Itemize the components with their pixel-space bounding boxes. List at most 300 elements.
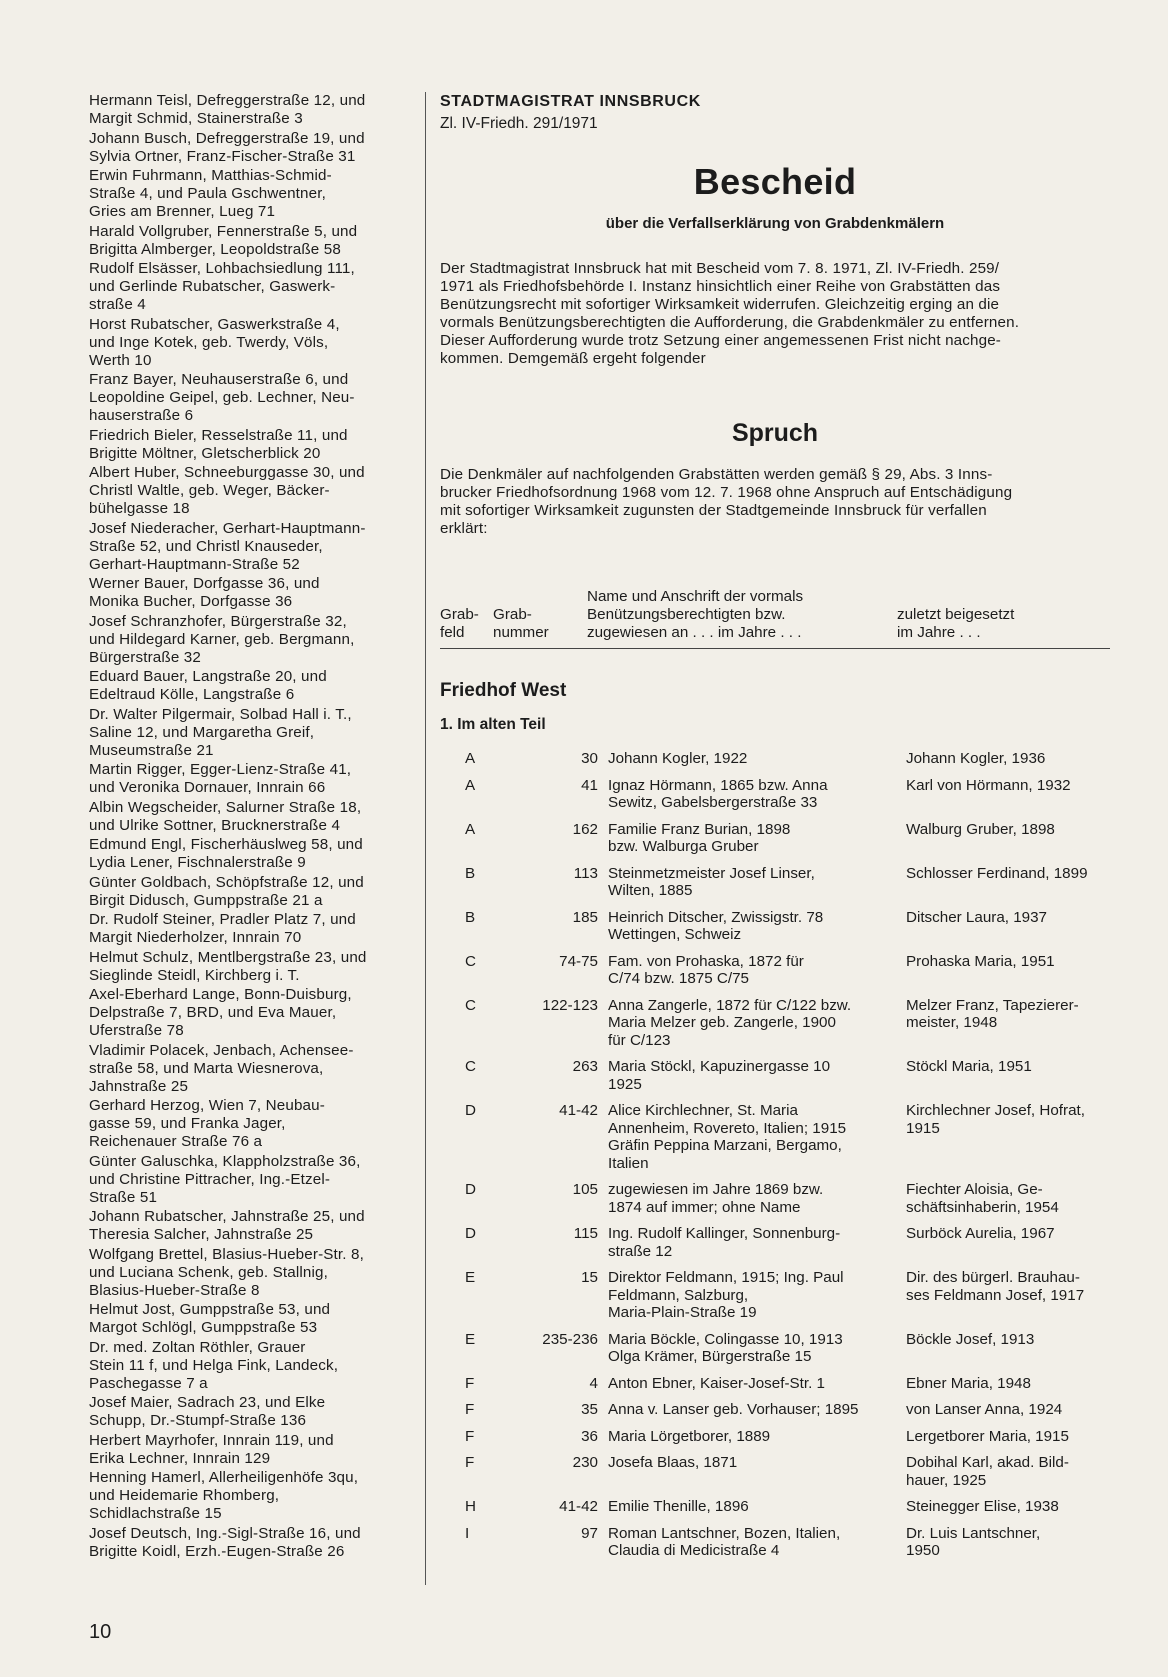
- grave-number: 41: [581, 776, 598, 794]
- cell-line: Stöckl Maria, 1951: [906, 1058, 1032, 1075]
- cell-line: ses Feldmann Josef, 1917: [906, 1286, 1085, 1304]
- entry-line: und Christine Pittracher, Ing.-Etzel-: [89, 1170, 331, 1188]
- entry-line: Henning Hamerl, Allerheiligenhöfe 3qu,: [89, 1469, 359, 1486]
- grave-field: H: [465, 1498, 476, 1515]
- header-line: im Jahre . . .: [897, 624, 981, 641]
- name-entry: [89, 1301, 415, 1337]
- entry-line: Hermann Teisl, Defreggerstraße 12, und: [89, 92, 366, 109]
- ruling-line: erklärt:: [440, 520, 488, 537]
- cell-line: straße 12: [608, 1242, 673, 1260]
- name-entry: [89, 1469, 415, 1523]
- entry-line: Stein 11 f, und Helga Fink, Landeck,: [89, 1356, 339, 1374]
- cell-line: Dobihal Karl, akad. Bild-: [906, 1454, 1069, 1471]
- holder-name-address: [608, 1454, 896, 1489]
- entry-line: Gerhart-Hauptmann-Straße 52: [89, 555, 300, 573]
- cell-line: Maria Böckle, Colingasse 10, 1913: [608, 1330, 843, 1348]
- cell-line: Dr. Luis Lantschner,: [906, 1524, 1041, 1542]
- table-row: [440, 1401, 1110, 1419]
- cell-line: C/74 bzw. 1875 C/75: [608, 970, 749, 987]
- holder-name-address: [608, 1498, 896, 1516]
- grave-number: 30: [581, 750, 598, 767]
- grave-number: 122-123: [542, 996, 598, 1014]
- grave-number: 263: [572, 1058, 598, 1075]
- cell-line: hauer, 1925: [906, 1471, 987, 1489]
- cell-line: Ditscher Laura, 1937: [906, 908, 1047, 926]
- entry-line: Franz Bayer, Neuhauserstraße 6, und: [89, 371, 349, 388]
- name-entry: [89, 316, 415, 370]
- grave-number: 15: [581, 1269, 598, 1286]
- entry-line: Uferstraße 78: [89, 1022, 184, 1039]
- entry-line: Josef Deutsch, Ing.-Sigl-Straße 16, und: [89, 1524, 361, 1542]
- cell-line: 1925: [608, 1075, 642, 1093]
- entry-line: Friedrich Bieler, Resselstraße 11, und: [89, 426, 348, 444]
- name-entry: [89, 520, 415, 574]
- grave-number: 185: [572, 908, 598, 926]
- cell-line: Anna v. Lanser geb. Vorhauser; 1895: [608, 1401, 859, 1418]
- grave-number: 235-236: [542, 1330, 598, 1348]
- holder-name-address: [608, 953, 896, 988]
- last-buried: [906, 1498, 1110, 1516]
- name-entry: [89, 1246, 415, 1300]
- last-buried: [906, 1525, 1110, 1560]
- cell-line: Gräfin Peppina Marzani, Bergamo,: [608, 1137, 842, 1154]
- header-line: zuletzt beigesetzt: [897, 606, 1015, 623]
- cell-line: Claudia di Medicistraße 4: [608, 1542, 780, 1559]
- entry-line: Paschegasse 7 a: [89, 1374, 208, 1392]
- entry-line: Edeltraud Kölle, Langstraße 6: [89, 686, 295, 703]
- cell-line: Josefa Blaas, 1871: [608, 1454, 738, 1471]
- name-entry: [89, 92, 415, 128]
- table-row: [440, 1331, 1110, 1366]
- cell-line: Melzer Franz, Tapezierer-: [906, 996, 1079, 1014]
- name-entry: [89, 613, 415, 667]
- entry-line: Horst Rubatscher, Gaswerkstraße 4,: [89, 315, 340, 333]
- grave-field: A: [465, 776, 476, 794]
- entry-line: Harald Vollgruber, Fennerstraße 5, und: [89, 222, 358, 240]
- grave-field: E: [465, 1269, 476, 1286]
- table-row: [440, 1225, 1110, 1260]
- entry-line: Jahnstraße 25: [89, 1077, 189, 1095]
- ruling-line: Die Denkmäler auf nachfolgenden Grabstätten werden gemäß § 29, Abs. 3 Inns-: [440, 466, 993, 483]
- left-column-names: [89, 92, 415, 1562]
- cell-line: Heinrich Ditscher, Zwissigstr. 78: [608, 908, 824, 926]
- cell-line: Feldmann, Salzburg,: [608, 1286, 749, 1304]
- entry-line: Günter Galuschka, Klappholzstraße 36,: [89, 1152, 361, 1170]
- cell-line: Italien: [608, 1154, 649, 1172]
- cemetery-heading: Friedhof West: [440, 680, 567, 701]
- grave-field: I: [465, 1524, 470, 1542]
- cell-line: für C/123: [608, 1031, 671, 1049]
- entry-line: straße 58, und Marta Wiesnerova,: [89, 1059, 324, 1077]
- issuing-authority: STADTMAGISTRAT INNSBRUCK: [440, 93, 701, 110]
- entry-line: Delpstraße 7, BRD, und Eva Mauer,: [89, 1004, 337, 1021]
- entry-line: Wolfgang Brettel, Blasius-Hueber-Str. 8,: [89, 1245, 364, 1263]
- holder-name-address: [608, 1058, 896, 1093]
- cell-line: Maria Lörgetborer, 1889: [608, 1427, 771, 1445]
- entry-line: und Ulrike Sottner, Brucknerstraße 4: [89, 816, 341, 834]
- last-buried: [906, 865, 1110, 900]
- table-row: [440, 1375, 1110, 1393]
- grave-field: A: [465, 820, 476, 838]
- grave-field: B: [465, 864, 476, 882]
- grave-field: C: [465, 996, 476, 1014]
- grave-field: D: [465, 1102, 476, 1119]
- ruling-line: brucker Friedhofsordnung 1968 vom 12. 7. 1968 ohne Anspruch auf Entschädigung: [440, 484, 1013, 501]
- name-entry: [89, 130, 415, 166]
- entry-line: Helmut Jost, Gumppstraße 53, und: [89, 1301, 331, 1318]
- entry-line: Martin Rigger, Egger-Lienz-Straße 41,: [89, 761, 352, 778]
- entry-line: Dr. Rudolf Steiner, Pradler Platz 7, und: [89, 911, 356, 928]
- grave-number: 41-42: [559, 1498, 598, 1515]
- grave-number: 162: [572, 820, 598, 838]
- cell-line: Olga Krämer, Bürgerstraße 15: [608, 1348, 812, 1365]
- table-header: [440, 584, 1110, 642]
- ruling-paragraph: [440, 466, 1110, 538]
- cell-line: Annenheim, Rovereto, Italien; 1915: [608, 1119, 847, 1137]
- entry-line: Straße 52, und Christl Knauseder,: [89, 537, 323, 555]
- last-buried: [906, 1375, 1110, 1393]
- entry-line: Albin Wegscheider, Salurner Straße 18,: [89, 798, 362, 816]
- header-name-address: [587, 588, 887, 642]
- name-entry: [89, 668, 415, 704]
- intro-paragraph: [440, 260, 1110, 368]
- cell-line: Surböck Aurelia, 1967: [906, 1225, 1055, 1242]
- name-entry: [89, 1339, 415, 1393]
- cell-line: Dir. des bürgerl. Brauhau-: [906, 1269, 1080, 1286]
- grave-field: D: [465, 1181, 476, 1198]
- name-entry: [89, 575, 415, 611]
- cell-line: Steinmetzmeister Josef Linser,: [608, 864, 815, 882]
- cell-line: Maria Stöckl, Kapuzinergasse 10: [608, 1058, 831, 1075]
- cell-line: Böckle Josef, 1913: [906, 1330, 1035, 1348]
- entry-line: Bürgerstraße 32: [89, 648, 201, 666]
- grave-field: F: [465, 1374, 475, 1392]
- entry-line: und Hildegard Karner, geb. Bergmann,: [89, 630, 355, 648]
- cell-line: Sewitz, Gabelsbergerstraße 33: [608, 794, 818, 811]
- holder-name-address: [608, 1428, 896, 1446]
- header-line: Grab-: [493, 606, 532, 623]
- name-entry: [89, 1153, 415, 1207]
- entry-line: Reichenauer Straße 76 a: [89, 1133, 263, 1150]
- entry-line: Schidlachstraße 15: [89, 1505, 222, 1522]
- name-entry: [89, 986, 415, 1040]
- table-row: [440, 750, 1110, 768]
- holder-name-address: [608, 750, 896, 768]
- grave-field: F: [465, 1427, 475, 1445]
- holder-name-address: [608, 865, 896, 900]
- cell-line: Prohaska Maria, 1951: [906, 952, 1055, 970]
- header-line: zugewiesen an . . . im Jahre . . .: [587, 624, 802, 641]
- entry-line: und Veronika Dornauer, Innrain 66: [89, 779, 326, 796]
- entry-line: und Heidemarie Rhomberg,: [89, 1487, 280, 1504]
- grave-field: F: [465, 1454, 475, 1471]
- cell-line: Alice Kirchlechner, St. Maria: [608, 1102, 798, 1119]
- subsection-heading: 1. Im alten Teil: [440, 716, 546, 733]
- last-buried: [906, 1102, 1110, 1172]
- grave-number: 41-42: [559, 1102, 598, 1119]
- table-row: [440, 821, 1110, 856]
- column-divider: [425, 92, 426, 1585]
- table-row: [440, 909, 1110, 944]
- entry-line: Straße 51: [89, 1188, 158, 1206]
- entry-line: und Luciana Schenk, geb. Stallnig,: [89, 1263, 328, 1281]
- last-buried: [906, 997, 1110, 1050]
- last-buried: [906, 1401, 1110, 1419]
- holder-name-address: [608, 1181, 896, 1216]
- grave-number: 105: [572, 1181, 598, 1198]
- last-buried: [906, 1331, 1110, 1366]
- last-buried: [906, 750, 1110, 768]
- holder-name-address: [608, 777, 896, 812]
- cell-line: Steinegger Elise, 1938: [906, 1498, 1059, 1515]
- table-row: [440, 777, 1110, 812]
- intro-line: Benützungsrecht mit sofortiger Wirksamkeit widerrufen. Gleichzeitig erging an die: [440, 296, 1000, 313]
- table-row: [440, 1428, 1110, 1446]
- ruling-heading: Spruch: [731, 419, 819, 447]
- grave-number: 115: [573, 1225, 598, 1242]
- entry-line: Josef Schranzhofer, Bürgerstraße 32,: [89, 612, 347, 630]
- header-line: nummer: [493, 624, 549, 641]
- name-entry: [89, 371, 415, 425]
- entry-line: Werner Bauer, Dorfgasse 36, und: [89, 575, 320, 592]
- grave-number: 97: [581, 1524, 598, 1542]
- entry-line: Brigitta Almberger, Leopoldstraße 58: [89, 240, 341, 258]
- entry-line: Herbert Mayrhofer, Innrain 119, und: [89, 1431, 334, 1449]
- cell-line: Wettingen, Schweiz: [608, 926, 742, 943]
- entry-line: Günter Goldbach, Schöpfstraße 12, und: [89, 873, 364, 891]
- entry-line: Gerhard Herzog, Wien 7, Neubau-: [89, 1097, 325, 1114]
- name-entry: [89, 706, 415, 760]
- last-buried: [906, 1269, 1110, 1322]
- header-line: feld: [440, 624, 465, 641]
- entry-line: straße 4: [89, 296, 146, 313]
- cell-line: Johann Kogler, 1936: [906, 750, 1046, 767]
- entry-line: Monika Bucher, Dorfgasse 36: [89, 593, 293, 610]
- holder-name-address: [608, 1375, 896, 1393]
- cell-line: von Lanser Anna, 1924: [906, 1401, 1063, 1418]
- name-entry: [89, 799, 415, 835]
- header-grabnummer: [493, 606, 549, 642]
- cell-line: Roman Lantschner, Bozen, Italien,: [608, 1524, 841, 1542]
- entry-line: Straße 4, und Paula Gschwentner,: [89, 185, 326, 202]
- cell-line: meister, 1948: [906, 1014, 998, 1031]
- name-entry: [89, 223, 415, 259]
- last-buried: [906, 909, 1110, 944]
- cell-line: bzw. Walburga Gruber: [608, 838, 759, 855]
- grave-field: A: [465, 750, 476, 767]
- entry-line: Eduard Bauer, Langstraße 20, und: [89, 668, 327, 685]
- entry-line: Margot Schlögl, Gumppstraße 53: [89, 1319, 318, 1336]
- grave-field: C: [465, 952, 476, 970]
- cell-line: Ebner Maria, 1948: [906, 1374, 1031, 1392]
- last-buried: [906, 1181, 1110, 1216]
- holder-name-address: [608, 1102, 896, 1172]
- entry-line: Christl Waltle, geb. Weger, Bäcker-: [89, 482, 330, 499]
- entry-line: Sieglinde Steidl, Kirchberg i. T.: [89, 966, 300, 984]
- cell-line: Familie Franz Burian, 1898: [608, 820, 791, 838]
- grave-field: E: [465, 1330, 476, 1348]
- entry-line: und Inge Kotek, geb. Twerdy, Völs,: [89, 333, 329, 351]
- grave-number: 113: [573, 864, 598, 882]
- grave-table: [440, 750, 1110, 1560]
- holder-name-address: [608, 909, 896, 944]
- holder-name-address: [608, 1401, 896, 1419]
- cell-line: Karl von Hörmann, 1932: [906, 776, 1071, 794]
- name-entry: [89, 1525, 415, 1561]
- cell-line: Ignaz Hörmann, 1865 bzw. Anna: [608, 776, 828, 794]
- entry-line: Leopoldine Geipel, geb. Lechner, Neu-: [89, 389, 355, 406]
- cell-line: Ing. Rudolf Kallinger, Sonnenburg-: [608, 1225, 841, 1242]
- name-entry: [89, 949, 415, 985]
- intro-line: 1971 als Friedhofsbehörde I. Instanz hinsichtlich einer Reihe von Grabstätten das: [440, 278, 1001, 295]
- table-row: [440, 1181, 1110, 1216]
- intro-line: kommen. Demgemäß ergeht folgender: [440, 350, 706, 367]
- entry-line: und Gerlinde Rubatscher, Gaswerk-: [89, 278, 336, 295]
- cell-line: Lergetborer Maria, 1915: [906, 1427, 1069, 1445]
- name-entry: [89, 260, 415, 314]
- grave-number: 4: [589, 1374, 598, 1392]
- table-row: [440, 1454, 1110, 1489]
- entry-line: Brigitte Koidl, Erzh.-Eugen-Straße 26: [89, 1542, 345, 1560]
- entry-line: Johann Busch, Defreggerstraße 19, und: [89, 129, 365, 147]
- table-row: [440, 1525, 1110, 1560]
- entry-line: Birgit Didusch, Gumppstraße 21 a: [89, 891, 323, 909]
- last-buried: [906, 953, 1110, 988]
- cell-line: Anna Zangerle, 1872 für C/122 bzw.: [608, 996, 852, 1014]
- page-number: 10: [89, 1621, 112, 1643]
- name-entry: [89, 911, 415, 947]
- entry-line: Schupp, Dr.-Stumpf-Straße 136: [89, 1412, 307, 1429]
- cell-line: 1874 auf immer; ohne Name: [608, 1198, 801, 1216]
- cell-line: Fiechter Aloisia, Ge-: [906, 1181, 1043, 1198]
- entry-line: Theresia Salcher, Jahnstraße 25: [89, 1226, 314, 1243]
- holder-name-address: [608, 1525, 896, 1560]
- header-last-buried: [897, 606, 1014, 642]
- last-buried: [906, 1058, 1110, 1093]
- intro-line: Dieser Aufforderung wurde trotz Setzung einer angemessenen Frist nicht nachge-: [440, 332, 1002, 349]
- grave-field: F: [465, 1401, 475, 1418]
- entry-line: Johann Rubatscher, Jahnstraße 25, und: [89, 1208, 365, 1225]
- entry-line: Museumstraße 21: [89, 741, 214, 759]
- cell-line: zugewiesen im Jahre 1869 bzw.: [608, 1181, 824, 1198]
- cell-line: Johann Kogler, 1922: [608, 750, 748, 767]
- name-entry: [89, 464, 415, 518]
- last-buried: [906, 1454, 1110, 1489]
- header-line: Benützungsberechtigten bzw.: [587, 606, 786, 623]
- entry-line: Werth 10: [89, 351, 152, 369]
- last-buried: [906, 821, 1110, 856]
- cell-line: Fam. von Prohaska, 1872 für: [608, 952, 804, 970]
- entry-line: Margit Niederholzer, Innrain 70: [89, 929, 302, 946]
- entry-line: Margit Schmid, Stainerstraße 3: [89, 110, 303, 127]
- grave-number: 36: [581, 1427, 598, 1445]
- ruling-line: mit sofortiger Wirksamkeit zugunsten der Stadtgemeinde Innsbruck für verfallen: [440, 502, 987, 519]
- intro-line: Der Stadtmagistrat Innsbruck hat mit Bescheid vom 7. 8. 1971, Zl. IV-Friedh. 259/: [440, 260, 1000, 277]
- cell-line: Wilten, 1885: [608, 882, 693, 899]
- grave-number: 35: [581, 1401, 598, 1418]
- entry-line: Helmut Schulz, Mentlbergstraße 23, und: [89, 948, 367, 966]
- holder-name-address: [608, 997, 896, 1050]
- entry-line: Vladimir Polacek, Jenbach, Achensee-: [89, 1041, 354, 1059]
- grave-number: 230: [572, 1454, 598, 1471]
- holder-name-address: [608, 1269, 896, 1322]
- holder-name-address: [608, 1331, 896, 1366]
- header-line: Grab-: [440, 606, 479, 623]
- reference-number: Zl. IV-Friedh. 291/1971: [440, 115, 598, 132]
- holder-name-address: [608, 821, 896, 856]
- cell-line: Anton Ebner, Kaiser-Josef-Str. 1: [608, 1374, 825, 1392]
- holder-name-address: [608, 1225, 896, 1260]
- grave-field: C: [465, 1058, 476, 1075]
- entry-line: Dr. Walter Pilgermair, Solbad Hall i. T.,: [89, 705, 352, 723]
- entry-line: Rudolf Elsässer, Lohbachsiedlung 111,: [89, 260, 355, 277]
- name-entry: [89, 761, 415, 797]
- entry-line: Sylvia Ortner, Franz-Fischer-Straße 31: [89, 147, 356, 165]
- cell-line: Maria-Plain-Straße 19: [608, 1304, 757, 1321]
- name-entry: [89, 1042, 415, 1096]
- cell-line: Emilie Thenille, 1896: [608, 1498, 749, 1515]
- document-subtitle: über die Verfallserklärung von Grabdenkmälern: [605, 215, 945, 232]
- name-entry: [89, 1394, 415, 1430]
- cell-line: schäftsinhaberin, 1954: [906, 1198, 1059, 1216]
- cell-line: Schlosser Ferdinand, 1899: [906, 864, 1088, 882]
- entry-line: Albert Huber, Schneeburggasse 30, und: [89, 464, 365, 481]
- cell-line: Direktor Feldmann, 1915; Ing. Paul: [608, 1269, 844, 1286]
- grave-field: B: [465, 908, 476, 926]
- table-row: [440, 1102, 1110, 1172]
- table-row: [440, 1058, 1110, 1093]
- entry-line: Brigitte Möltner, Gletscherblick 20: [89, 444, 321, 462]
- entry-line: Saline 12, und Margaretha Greif,: [89, 723, 315, 741]
- cell-line: Walburg Gruber, 1898: [906, 820, 1055, 838]
- cell-line: 1915: [906, 1119, 940, 1137]
- table-row: [440, 1269, 1110, 1322]
- entry-line: Blasius-Hueber-Straße 8: [89, 1281, 260, 1299]
- entry-line: gasse 59, und Franka Jager,: [89, 1115, 286, 1132]
- name-entry: [89, 167, 415, 221]
- name-entry: [89, 1432, 415, 1468]
- table-row: [440, 1498, 1110, 1516]
- entry-line: Erika Lechner, Innrain 129: [89, 1449, 271, 1467]
- entry-line: Gries am Brenner, Lueg 71: [89, 203, 276, 220]
- entry-line: Dr. med. Zoltan Röthler, Grauer: [89, 1338, 306, 1356]
- table-header-rule: [440, 648, 1110, 649]
- name-entry: [89, 427, 415, 463]
- entry-line: Edmund Engl, Fischerhäuslweg 58, und: [89, 836, 363, 853]
- name-entry: [89, 1097, 415, 1151]
- entry-line: Axel-Eberhard Lange, Bonn-Duisburg,: [89, 986, 352, 1003]
- entry-line: bühelgasse 18: [89, 500, 190, 517]
- name-entry: [89, 836, 415, 872]
- document-title: Bescheid: [693, 161, 857, 202]
- name-entry: [89, 1208, 415, 1244]
- entry-line: Josef Maier, Sadrach 23, und Elke: [89, 1394, 326, 1411]
- cell-line: Kirchlechner Josef, Hofrat,: [906, 1102, 1085, 1119]
- last-buried: [906, 1428, 1110, 1446]
- last-buried: [906, 777, 1110, 812]
- right-column-notice: [440, 92, 1110, 1569]
- header-line: Name und Anschrift der vormals: [587, 588, 804, 605]
- entry-line: Lydia Lener, Fischnalerstraße 9: [89, 854, 306, 871]
- cell-line: 1950: [906, 1542, 940, 1559]
- entry-line: hauserstraße 6: [89, 407, 194, 424]
- cell-line: Maria Melzer geb. Zangerle, 1900: [608, 1014, 836, 1031]
- intro-line: vormals Benützungsberechtigten die Aufforderung, die Grabdenkmäler zu entfernen.: [440, 314, 1020, 331]
- last-buried: [906, 1225, 1110, 1260]
- grave-number: 74-75: [559, 952, 598, 970]
- entry-line: Erwin Fuhrmann, Matthias-Schmid-: [89, 167, 332, 184]
- header-grabfeld: [440, 606, 479, 642]
